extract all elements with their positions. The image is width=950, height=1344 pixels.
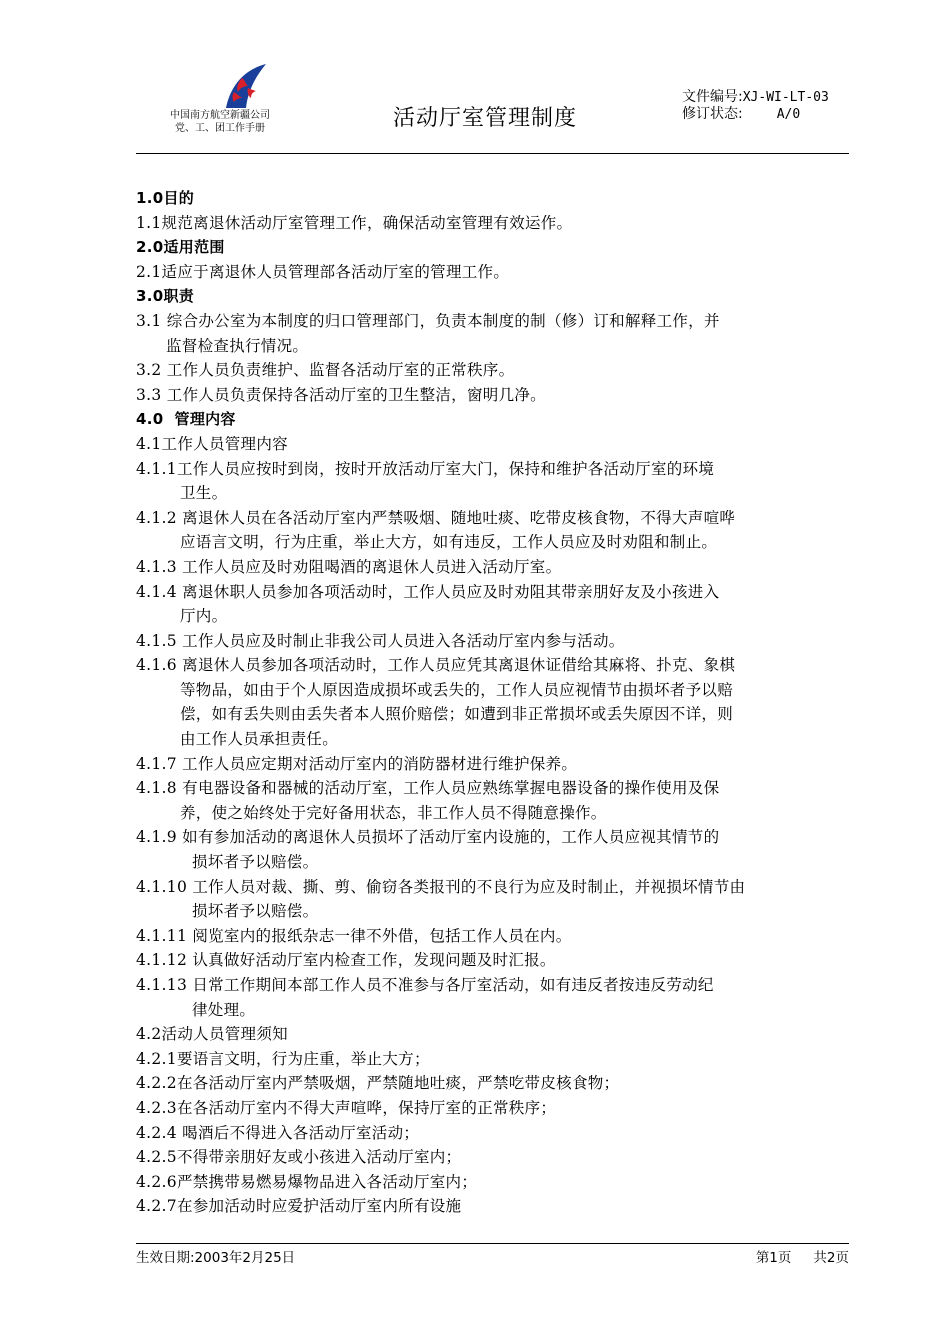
clause-4-1-2-cont: 应语言文明，行为庄重，举止大方，如有违反，工作人员应及时劝阻和制止。 (180, 533, 718, 552)
clause-4-2-3: 4.2.3在各活动厅室内不得大声喧哗，保持厅室的正常秩序； (136, 1098, 557, 1117)
clause-2-1: 2.1适应于离退休人员管理部各活动厅室的管理工作。 (136, 262, 510, 281)
page-current: 第1页 (755, 1250, 792, 1266)
clause-4-1-6-cont-2: 偿，如有丢失则由丢失者本人照价赔偿；如遭到非正常损坏或丢失原因不详，则 (180, 705, 734, 724)
section-heading-scope: 2.0适用范围 (136, 238, 225, 257)
clause-4-1-3: 4.1.3 工作人员应及时劝阻喝酒的离退休人员进入活动厅室。 (136, 557, 562, 576)
revision-value: A/0 (776, 107, 801, 122)
clause-3-1: 3.1 综合办公室为本制度的归口管理部门，负责本制度的制（修）订和解释工作，并 (136, 311, 720, 330)
clause-4-1-6-cont-3: 由工作人员承担责任。 (180, 730, 339, 749)
doc-number-row (682, 89, 829, 106)
clause-4-1-1: 4.1.1工作人员应按时到岗，按时开放活动厅室大门，保持和维护各活动厅室的环境 (136, 459, 715, 478)
clause-4-1-5: 4.1.5 工作人员应及时制止非我公司人员进入各活动厅室内参与活动。 (136, 631, 625, 650)
section-heading-management: 4.0 管理内容 (136, 410, 236, 429)
doc-number-label: 文件编号: (682, 89, 743, 105)
doc-number-value: XJ-WI-LT-03 (742, 90, 829, 105)
revision-row (682, 106, 829, 123)
clause-4-1: 4.1工作人员管理内容 (136, 434, 288, 453)
clause-4-1-6: 4.1.6 离退休人员参加各项活动时，工作人员应凭其离退休证借给其麻将、扑克、象棋 (136, 656, 736, 675)
clause-4-1-13-cont: 律处理。 (192, 1000, 256, 1019)
header-divider (136, 153, 849, 154)
clause-4-1-7: 4.1.7 工作人员应定期对活动厅室内的消防器材进行维护保养。 (136, 754, 578, 773)
document-body (136, 186, 849, 1219)
clause-4-1-13: 4.1.13 日常工作期间本部工作人员不准参与各厅室活动，如有违反者按违反劳动纪 (136, 976, 714, 994)
clause-4-2: 4.2活动人员管理须知 (136, 1025, 288, 1044)
clause-4-1-4: 4.1.4 离退休职人员参加各项活动时，工作人员应及时劝阻其带亲朋好友及小孩进入 (136, 582, 720, 601)
clause-4-2-1: 4.2.1要语言文明，行为庄重，举止大方； (136, 1049, 430, 1068)
page-total: 共2页 (813, 1250, 849, 1266)
clause-4-1-9: 4.1.9 如有参加活动的离退休人员损坏了活动厅室内设施的，工作人员应视其情节的 (136, 828, 720, 847)
company-line-1: 中国南方航空新疆公司 (170, 110, 270, 121)
clause-4-1-1-cont: 卫生。 (180, 484, 228, 503)
clause-4-1-9-cont: 损坏者予以赔偿。 (192, 853, 319, 872)
section-heading-duties: 3.0职责 (136, 287, 195, 306)
company-line-2: 党、工、团工作手册 (175, 123, 265, 134)
clause-4-1-8: 4.1.8 有电器设备和器械的活动厅室，工作人员应熟练掌握电器设备的操作使用及保 (136, 779, 720, 798)
document-title: 活动厅室管理制度 (393, 106, 578, 131)
company-name (150, 109, 290, 135)
clause-4-2-4: 4.2.4 喝酒后不得进入各活动厅室活动； (136, 1123, 420, 1142)
clause-4-1-6-cont-1: 等物品，如由于个人原因造成损坏或丢失的，工作人员应视情节由损坏者予以赔 (180, 680, 734, 699)
clause-4-2-7: 4.2.7在参加活动时应爱护活动厅室内所有设施 (136, 1197, 462, 1216)
clause-4-2-6: 4.2.6严禁携带易燃易爆物品进入各活动厅室内； (136, 1172, 478, 1191)
clause-4-1-11: 4.1.11 阅览室内的报纸杂志一律不外借，包括工作人员在内。 (136, 926, 572, 945)
footer-divider (136, 1243, 849, 1244)
effective-date: 生效日期:2003年2月25日 (136, 1250, 296, 1266)
clause-4-1-2: 4.1.2 离退休人员在各活动厅室内严禁吸烟、随地吐痰、吃带皮核食物，不得大声喧哗 (136, 508, 736, 527)
clause-3-1-cont: 监督检查执行情况。 (166, 336, 309, 355)
clause-4-1-12: 4.1.12 认真做好活动厅室内检查工作，发现问题及时汇报。 (136, 951, 556, 970)
clause-4-2-5: 4.2.5不得带亲朋好友或小孩进入活动厅室内； (136, 1148, 462, 1167)
document-meta (682, 89, 829, 123)
revision-label: 修订状态: (682, 106, 743, 122)
clause-3-2: 3.2 工作人员负责维护、监督各活动厅室的正常秩序。 (136, 361, 515, 380)
section-heading-purpose: 1.0目的 (136, 189, 195, 207)
page-indicator (756, 1246, 849, 1266)
airline-logo-icon (212, 62, 268, 110)
clause-4-1-10-cont: 损坏者予以赔偿。 (192, 902, 319, 921)
clause-4-1-10: 4.1.10 工作人员对裁、撕、剪、偷窃各类报刊的不良行为应及时制止，并视损坏情节由 (136, 877, 746, 896)
clause-4-1-4-cont: 厅内。 (180, 607, 228, 626)
clause-1-1: 1.1规范离退休活动厅室管理工作，确保活动室管理有效运作。 (136, 213, 573, 232)
clause-3-3: 3.3 工作人员负责保持各活动厅室的卫生整洁，窗明几净。 (136, 385, 546, 404)
clause-4-1-8-cont: 养，使之始终处于完好备用状态，非工作人员不得随意操作。 (180, 803, 607, 822)
clause-4-2-2: 4.2.2在各活动厅室内严禁吸烟，严禁随地吐痰，严禁吃带皮核食物； (136, 1074, 620, 1093)
